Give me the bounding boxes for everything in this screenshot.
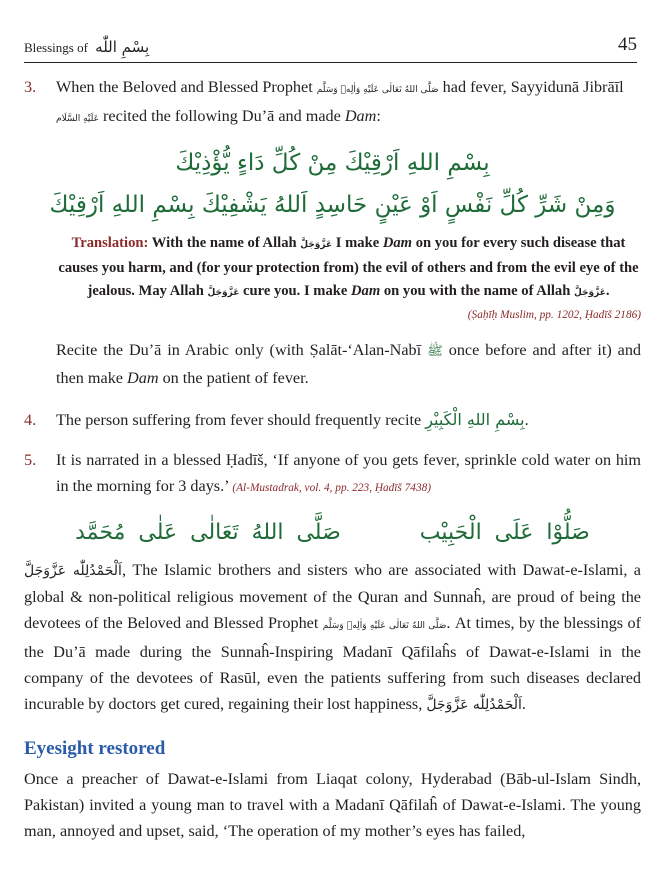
item-3-text bbox=[56, 74, 641, 132]
dam-term: Dam bbox=[382, 235, 413, 251]
salat-right: صَلَّى اللهُ تَعَالٰى عَلٰى مُحَمَّد bbox=[75, 520, 341, 545]
dam-term: Dam bbox=[127, 369, 159, 387]
salat-line bbox=[24, 519, 641, 545]
list-item-3 bbox=[24, 74, 641, 132]
azza-wa-jal: عَزَّوَجَلَّ bbox=[300, 240, 333, 250]
recite-a: Recite the Du’ā in Arabic only (with Ṣalāt-‘Alan-Nabī bbox=[56, 341, 422, 359]
salawat-icon: ﷺ bbox=[427, 344, 443, 359]
salat-left: صَلُّوْا عَلَى الْحَبِيْب bbox=[419, 520, 590, 545]
section-paragraph: Once a preacher of Dawat-e-Islami from Liaqat colony, Hyderabad (Bāb-ul-Islam Sindh, Pakistan) invited a young man to travel with a Madanī Qāfilaĥ of Dawat-e-Islami. The young man, annoyed and upset, said, ‘The operation of my mother’s eyes has failed, bbox=[24, 770, 641, 840]
item-3-text-b: had fever, Sayyidunā Jibrāīl bbox=[442, 78, 624, 96]
translation-d: cure you. I make bbox=[243, 283, 348, 299]
recite-b: once before and after it) and then make bbox=[56, 341, 642, 387]
item-4-text: The person suffering from fever should frequently recite bbox=[56, 411, 422, 429]
list-item-4 bbox=[24, 407, 641, 433]
dam-term: Dam bbox=[351, 283, 381, 299]
dua-line-1: بِسْمِ اللهِ اَرْقِيْكَ مِنْ كُلِّ دَاءٍ يُّؤْذِيْكَ bbox=[175, 150, 490, 176]
azza-wa-jal: عَزَّوَجَلَّ bbox=[574, 288, 606, 298]
dua-line-2: وَمِنْ شَرِّ كُلِّ نَفْسٍ اَوْ عَيْنٍ حَاسِدٍ اَللهُ يَشْفِيْكَ بِسْمِ اللهِ اَرْقِيْكَ bbox=[49, 192, 616, 218]
translation-b: I make bbox=[335, 235, 380, 251]
running-title bbox=[24, 38, 149, 56]
paragraph-end: . bbox=[521, 695, 526, 713]
alhamdulillah: اَلْحَمْدُلِلّٰه عَزَّوَجَلَّ bbox=[426, 697, 522, 713]
honorific-prophet: صَلَّى اللهُ تَعَالٰى عَلَيْهِ وَاٰلِهٖ وَسَلَّم bbox=[316, 85, 439, 95]
recite-instruction bbox=[56, 337, 641, 391]
translation-a: With the name of Allah bbox=[151, 235, 297, 251]
item-3-text-c: recited the following Du’ā and made bbox=[103, 107, 341, 125]
item-4-end: . bbox=[524, 411, 529, 429]
reference-mustadrak: (Al-Mustadrak, vol. 4, pp. 223, Ḥadīš 7438) bbox=[232, 482, 432, 494]
honorific-angel: عَلَيْهِ السَّلَام bbox=[56, 114, 99, 124]
item-number: 3. bbox=[24, 78, 37, 96]
paragraph-b: . At times, by the blessings of the Du’ā made during the Sunnaĥ-Inspiring Madanī Qāfilaĥs of Dawat-e-Islami in the company of the devotees of Rasūl, even the patients suffering from such diseases declared incurable by doctors get cured, regaining their lost happiness, bbox=[24, 614, 641, 713]
dua-arabic bbox=[24, 142, 641, 226]
page-content bbox=[24, 74, 641, 844]
alhamdulillah: اَلْحَمْدُلِلّٰه عَزَّوَجَلَّ bbox=[24, 563, 122, 579]
section-title: Eyesight restored bbox=[24, 738, 166, 759]
colon: : bbox=[376, 107, 381, 125]
running-title-text: Blessings of bbox=[24, 40, 88, 55]
azza-wa-jal: عَزَّوَجَلَّ bbox=[207, 288, 240, 298]
paragraph-a: , The Islamic brothers and sisters who are associated with Dawat-e-Islami, a global & non-political religious movement of the Quran and Sunnaĥ, are proud of being the devotees of the Beloved and Blessed Prophet bbox=[24, 561, 641, 632]
translation bbox=[56, 232, 641, 305]
translation-e: on you with the name of Allah bbox=[383, 283, 571, 299]
bismillah-al-kabir: بِسْمِ اللهِ الْكَبِيْرِ bbox=[425, 410, 525, 429]
item-5-text: It is narrated in a blessed Ḥadīš, ‘If anyone of you gets fever, sprinkle cold water on him in the morning for 3 days.’ bbox=[56, 451, 641, 495]
translation-c: on you for every such disease that causes you harm, and (for your protection from) the evil of others and from the evil eye of the jealous. May Allah bbox=[58, 235, 639, 299]
item-3-text-a: When the Beloved and Blessed Prophet bbox=[56, 78, 313, 96]
translation-end: . bbox=[605, 283, 610, 299]
recite-c: on the patient of fever. bbox=[162, 369, 309, 387]
page-number: 45 bbox=[618, 34, 637, 55]
reference-muslim: (Ṣaḥīḥ Muslim, pp. 1202, Ḥadīš 2186) bbox=[467, 309, 641, 321]
dam-term: Dam bbox=[344, 107, 377, 125]
translation-label: Translation: bbox=[71, 235, 149, 251]
honorific-prophet: صَلَّى اللهُ تَعَالٰى عَلَيْهِ وَاٰلِهٖ وَسَلَّم bbox=[322, 621, 447, 631]
item-number: 5. bbox=[24, 451, 37, 469]
page-header bbox=[24, 24, 637, 63]
item-number: 4. bbox=[24, 411, 37, 429]
list-item-5 bbox=[24, 447, 641, 501]
body-paragraph bbox=[24, 557, 641, 718]
running-title-arabic: بِسْمِ اللّٰه bbox=[95, 38, 150, 56]
